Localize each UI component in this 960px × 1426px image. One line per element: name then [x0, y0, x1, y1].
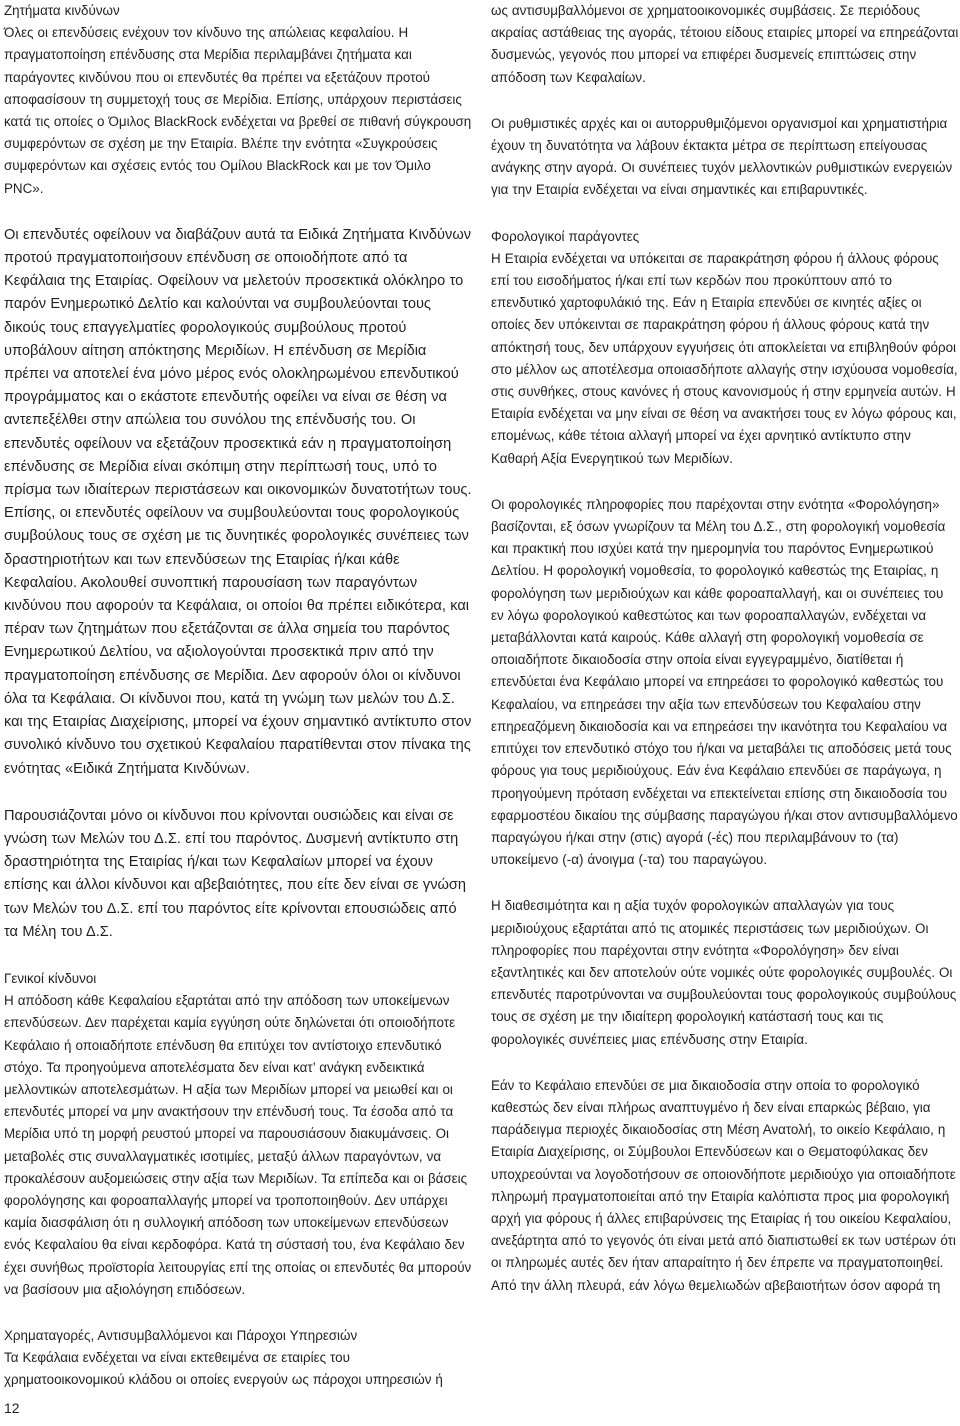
paragraph-uncertain-tax-jurisdiction	[491, 1075, 959, 1297]
page-number: 12	[4, 1400, 20, 1416]
paragraph-markets-counterparties	[4, 1325, 472, 1392]
paragraph-text: Εάν το Κεφάλαιο επενδύει σε μια δικαιοδοσία στην οποία το φορολογικό καθεστώς δεν είναι πλήρως αναπτυγμένο ή δεν είναι επαρκώς βέβαιο, για παράδειγμα περιοχές δικαιοδοσίας στη Μέση Ανατολή, το οικείο Κεφάλαιο, η Εταιρία Διαχείρισης, οι Σύμβουλοι Επενδύσεων και ο Θεματοφύλακας δεν υποχρεούνται να λογοδοτήσουν σε οποιονδήποτε μεριδιούχο για οποιαδήποτε πληρωμή πραγματοποιείται από την Εταιρία καλόπιστα προς μια φορολογική αρχή για φόρους ή άλλες επιβαρύνσεις της Εταιρίας ή του οικείου Κεφαλαίου, ανεξάρτητα από το γεγονός ότι είναι μετά από διαπιστωθεί εκ των υστέρων ότι οι πληρωμές αυτές δεν ήταν απαραίτητο ή δεν έπρεπε να πραγματοποιηθεί. Από την άλλη πλευρά, εάν λόγω θεμελιωδών αβεβαιοτήτων όσον αφορά τη	[491, 1077, 956, 1293]
paragraph-text: Οι ρυθμιστικές αρχές και οι αυτορρυθμιζόμενοι οργανισμοί και χρηματιστήρια έχουν τη δυνατότητα να λάβουν έκτακτα μέτρα σε περίπτωση επείγουσας ανάγκης στην αγορά. Οι συνέπειες τυχόν μελλοντικών ρυθμιστικών ενεργειών για την Εταιρία ενδέχεται να είναι σημαντικές και επιβαρυντικές.	[491, 115, 953, 198]
paragraph-risk-considerations	[4, 0, 472, 200]
paragraph-material-risks	[4, 805, 472, 944]
paragraph-regulators	[491, 113, 959, 202]
paragraph-text: Οι φορολογικές πληροφορίες που παρέχονται στην ενότητα «Φορολόγηση» βασίζονται, εξ όσων γνωρίζουν τα Μέλη του Δ.Σ., στη φορολογική νομοθεσία και πρακτική που ισχύει κατά την ημερομηνία του παρόντος Ενημερωτικού Δελτίου. Η φορολογική νομοθεσία, το φορολογικό καθεστώς της Εταιρίας, η φορολόγηση των μεριδιούχων και κάθε φοροαπαλλαγή, και οι συνέπειες του εν λόγω φορολογικού καθεστώτος και των φοροαπαλλαγών, ενδέχεται να μεταβάλλονται κατά καιρούς. Κάθε αλλαγή στη φορολογική νομοθεσία σε οποιαδήποτε δικαιοδοσία στην οποία είναι εγγεγραμμένο, διατίθεται ή επενδύεται ένα Κεφάλαιο μπορεί να επηρεάσει το φορολογικό καθεστώς του Κεφαλαίου, να επηρεάσει την αξία των επενδύσεων του Κεφαλαίου στην επηρεαζόμενη δικαιοδοσία και να επηρεάσει την ικανότητα του Κεφαλαίου να επιτύχει τον επενδυτικό στόχο του ή/και να μεταβάλει τις αποδόσεις μετά τους φόρους για τους μεριδιούχους. Εάν ένα Κεφάλαιο επενδύει σε παράγωγα, η προηγούμενη πρόταση ενδέχεται να επεκτείνεται επίσης στη δικαιοδοσία του εφαρμοστέου δικαίου της σύμβασης παραγώγου ή/και στον αντισυμβαλλόμενο παραγώγου ή/και στην (στις) αγορά (-ές) που περιλαμβάνουν το (τα) υποκείμενο (-α) άνοιγμα (-τα) του παραγώγου.	[491, 496, 958, 868]
section-heading-markets-counterparties: Χρηματαγορές, Αντισυμβαλλόμενοι και Πάροχοι Υπηρεσιών	[4, 1327, 358, 1343]
right-column	[491, 0, 959, 1321]
paragraph-text: Παρουσιάζονται μόνο οι κίνδυνοι που κρίνονται ουσιώδεις και είναι σε γνώση των Μελών του Δ.Σ. επί του παρόντος. Δυσμενή αντίκτυπο στη δραστηριότητα της Εταιρίας ή/και των Κεφαλαίων μπορεί να έχουν επίσης και άλλοι κίνδυνοι και αβεβαιότητες, που είτε δεν είναι σε γνώση των Μελών του Δ.Σ. επί του παρόντος είτε κρίνονται επουσιώδεις από τα Μέλη του Δ.Σ.	[4, 807, 467, 940]
paragraph-text: Οι επενδυτές οφείλουν να διαβάζουν αυτά τα Ειδικά Ζητήματα Κινδύνων προτού πραγματοποιήσουν επένδυση σε οποιοδήποτε από τα Κεφάλαια της Εταιρίας. Οφείλουν να μελετούν προσεκτικά ολόκληρο το παρόν Ενημερωτικό Δελτίο και καλούνται να συμβουλεύονται τους δικούς τους επαγγελματίες φορολογικούς συμβούλους προτού υποβάλουν αίτηση απόκτησης Μεριδίων. Η επένδυση σε Μερίδια πρέπει να αποτελεί ένα μόνο μέρος ενός ολοκληρωμένου επενδυτικού προγράμματος και ο εκάστοτε επενδυτής οφείλει να είναι σε θέση να αντεπεξέλθει στην απώλεια του συνόλου της επένδυσής του. Οι επενδυτές οφείλουν να εξετάζουν προσεκτικά εάν η πραγματοποίηση επένδυσης σε Μερίδια είναι σκόπιμη στην περίπτωσή τους, υπό το πρίσμα των ιδιαίτερων περιστάσεων και οικονομικών δυνατοτήτων τους. Επίσης, οι επενδυτές οφείλουν να συμβουλεύονται τους φορολογικούς συμβούλους τους σε σχέση με τις δυνητικές φορολογικές συνέπειες των δραστηριοτήτων και των επενδύσεων της Εταιρίας ή/και κάθε Κεφαλαίου. Ακολουθεί συνοπτική παρουσίαση των παραγόντων κινδύνου που αφορούν τα Κεφάλαια, οι οποίοι θα πρέπει ειδικότερα, και πέραν των ζητημάτων που εξετάζονται σε άλλα σημεία του παρόντος Ενημερωτικού Δελτίου, να αξιολογούνται προσεκτικά πριν από την πραγματοποίηση επένδυσης σε Μερίδια. Δεν αφορούν όλοι οι κίνδυνοι όλα τα Κεφάλαια. Οι κίνδυνοι που, κατά τη γνώμη των μελών του Δ.Σ. και της Εταιρίας Διαχείρισης, μπορεί να έχουν σημαντικό αντίκτυπο στον συνολικό κίνδυνο του σχετικού Κεφαλαίου παρατίθενται στον πίνακα της ενότητας «Ειδικά Ζητήματα Κινδύνων.	[4, 226, 472, 777]
section-heading-tax-factors: Φορολογικοί παράγοντες	[491, 228, 640, 244]
paragraph-tax-factors	[491, 226, 959, 470]
paragraph-text: Τα Κεφάλαια ενδέχεται να είναι εκτεθειμένα σε εταιρίες του χρηματοοικονομικού κλάδου οι οποίες ενεργούν ως πάροχοι υπηρεσιών ή	[4, 1350, 443, 1388]
paragraph-text: Η απόδοση κάθε Κεφαλαίου εξαρτάται από την απόδοση των υποκείμενων επενδύσεων. Δεν παρέχεται καμία εγγύηση ούτε δηλώνεται ότι οποιοδήποτε Κεφάλαιο ή οποιαδήποτε επένδυση θα επιτύχει τον αντίστοιχο επενδυτικό στόχο. Τα προηγούμενα αποτελέσματα δεν είναι κατ’ ανάγκη ενδεικτικά μελλοντικών αποτελεσμάτων. Η αξία των Μεριδίων μπορεί να μειωθεί και οι επενδυτές μπορεί να μην ανακτήσουν την επένδυσή τους. Τα έσοδα από τα Μερίδια υπό τη μορφή ρευστού μπορεί να παρουσιάσουν διακυμάνσεις. Οι μεταβολές στις συναλλαγματικές ισοτιμίες, μεταξύ άλλων παραγόντων, να προκαλέσουν αυξομειώσεις στην αξία των Μεριδίων. Τα επίπεδα και οι βάσεις φορολόγησης και φοροαπαλλαγής μπορεί να τροποποιηθούν. Δεν υπάρχει καμία διασφάλιση ότι η συλλογική απόδοση των υποκείμενων επενδύσεων ενός Κεφαλαίου θα είναι κερδοφόρα. Κατά τη σύστασή του, ένα Κεφάλαιο δεν έχει συνήθως προϊστορία λειτουργίας επί της οποίας οι επενδυτές θα μπορούν να βασίσουν μια αξιολόγηση επιδόσεων.	[4, 993, 472, 1297]
paragraph-counterparties-continued	[491, 0, 959, 89]
paragraph-tax-information	[491, 494, 959, 871]
paragraph-text: Η διαθεσιμότητα και η αξία τυχόν φορολογικών απαλλαγών για τους μεριδιούχους εξαρτάται από τις ατομικές περιστάσεις των μεριδιούχων. Οι πληροφορίες που παρέχονται στην ενότητα «Φορολόγηση» δεν είναι εξαντλητικές και δεν αποτελούν ούτε νομικές ούτε φορολογικές συμβουλές. Οι επενδυτές παροτρύνονται να συμβουλεύονται τους φορολογικούς συμβούλους τους σε σχέση με την ιδιαίτερη φορολογική κατάστασή τους και τις φορολογικές συνέπειες μιας επένδυσης στην Εταιρία.	[491, 898, 957, 1047]
section-heading-general-risks: Γενικοί κίνδυνοι	[4, 970, 97, 986]
paragraph-general-risks	[4, 968, 472, 1301]
paragraph-text: Η Εταιρία ενδέχεται να υπόκειται σε παρακράτηση φόρου ή άλλους φόρους επί του εισοδήματος ή/και επί των κερδών που προκύπτουν από το επενδυτικό χαρτοφυλάκιό της. Εάν η Εταιρία επενδύει σε κινητές αξίες οι οποίες δεν υπόκεινται σε παρακράτηση φόρου ή άλλους φόρους κατά την απόκτησή τους, δεν υπάρχουν εγγυήσεις ότι αποκλείεται να επιβληθούν φόροι στο μέλλον ως αποτέλεσμα οποιασδήποτε αλλαγής στην ισχύουσα νομοθεσία, στις συνθήκες, στους κανόνες ή στους κανονισμούς ή στην ερμηνεία αυτών. Η Εταιρία ενδέχεται να μην είναι σε θέση να ανακτήσει τους εν λόγω φόρους και, επομένως, κάθε τέτοια αλλαγή μπορεί να έχει αρνητικό αντίκτυπο στην Καθαρή Αξία Ενεργητικού των Μεριδίων.	[491, 250, 958, 466]
section-heading-risk-considerations: Ζητήματα κινδύνων	[4, 3, 120, 18]
paragraph-text: ως αντισυμβαλλόμενοι σε χρηματοοικονομικές συμβάσεις. Σε περιόδους ακραίας αστάθειας της αγοράς, τέτοιου είδους εταιρίες μπορεί να επηρεάζονται δυσμενώς, γεγονός που μπορεί να επιφέρει δυσμενείς επιπτώσεις στην απόδοση των Κεφαλαίων.	[491, 3, 959, 85]
paragraph-tax-relief	[491, 895, 959, 1050]
left-column	[4, 0, 472, 1416]
paragraph-investor-obligations	[4, 224, 472, 781]
paragraph-text: Όλες οι επενδύσεις ενέχουν τον κίνδυνο της απώλειας κεφαλαίου. Η πραγματοποίηση επένδυσης στα Μερίδια περιλαμβάνει ζητήματα και παράγοντες κινδύνου που οι επενδυτές θα πρέπει να εξετάζουν προτού αποφασίσουν τη συμμετοχή τους σε Μερίδια. Επίσης, υπάρχουν περιστάσεις κατά τις οποίες ο Όμιλος BlackRock ενδέχεται να βρεθεί σε πιθανή σύγκρουση συμφερόντων σε σχέση με την Εταιρία. Βλέπε την ενότητα «Συγκρούσεις συμφερόντων και σχέσεις εντός του Ομίλου BlackRock και με τον Όμιλο PNC».	[4, 25, 472, 196]
